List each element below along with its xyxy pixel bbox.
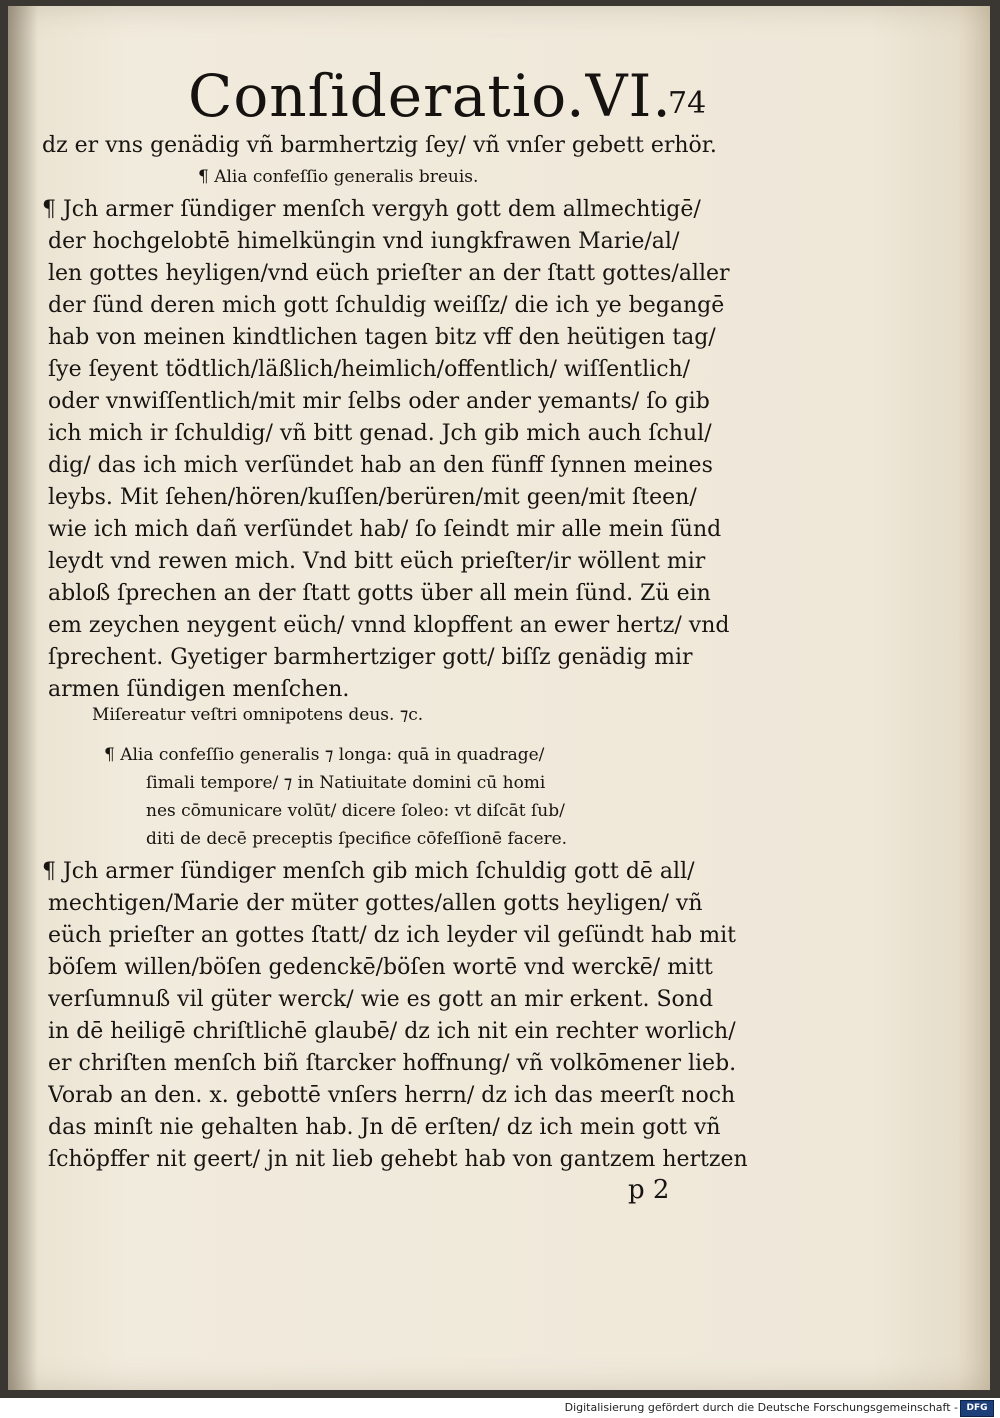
text-line: ich mich ir ſchuldig/ vñ bitt genad. Jch gib mich auch ſchul/ — [48, 421, 712, 446]
text-line: ¶ Jch armer ſündiger menſch vergyh gott dem allmechtigē/ — [42, 197, 701, 222]
text-line: verſumnuß vil güter werck/ wie es gott an mir erkent. Sond — [48, 987, 714, 1012]
section-heading-cont: nes cōmunicare volūt/ dicere ſoleo: vt diſcāt ſub/ — [146, 801, 565, 821]
text-line: ſye ſeyent tödtlich/läßlich/heimlich/offentlich/ wiſſentlich/ — [48, 357, 691, 382]
funding-notice: Digitalisierung gefördert durch die Deutsche Forschungsgemeinschaft - — [564, 1401, 958, 1414]
section-heading-cont: diti de decē preceptis ſpecifice cōfeſſionē facere. — [146, 829, 568, 849]
text-line: dz er vns genädig vñ barmhertzig ſey/ vñ vnſer gebett erhör. — [42, 133, 717, 158]
text-line: ſchöpffer nit geert/ jn nit lieb gehebt hab von gantzem hertzen — [48, 1147, 748, 1172]
folio-number: 74 — [668, 86, 707, 121]
text-line: dig/ das ich mich verſündet hab an den fünff ſynnen meines — [48, 453, 713, 478]
text-line: armen ſündigen menſchen. — [48, 677, 350, 702]
page-heading: Conſideratio.VI. — [188, 62, 672, 130]
section-heading: ¶ Alia confeſſio generalis breuis. — [198, 167, 479, 187]
text-line: mechtigen/Marie der müter gottes/allen gotts heyligen/ vñ — [48, 891, 703, 916]
text-line: ſprechent. Gyetiger barmhertziger gott/ biſſz genädig mir — [48, 645, 693, 670]
text-line: eüch prieſter an gottes ſtatt/ dz ich leyder vil geſündt hab mit — [48, 923, 736, 948]
text-line: abloß ſprechen an der ſtatt gotts über all mein ſünd. Zü ein — [48, 581, 711, 606]
section-heading-cont: ſimali tempore/ ⁊ in Natiuitate domini cū homi — [146, 773, 546, 793]
text-line: wie ich mich dañ verſündet hab/ ſo ſeindt mir alle mein ſünd — [48, 517, 722, 542]
dfg-logo: DFG — [960, 1400, 994, 1417]
text-line: böſem willen/böſen gedenckē/böſen wortē vnd werckē/ mitt — [48, 955, 713, 980]
text-line: em zeychen neygent eüch/ vnnd klopffent an ewer hertz/ vnd — [48, 613, 730, 638]
text-line: len gottes heyligen/vnd eüch prieſter an der ſtatt gottes/aller — [48, 261, 730, 286]
text-line: Vorab an den. x. gebottē vnſers herrn/ dz ich das meerſt noch — [48, 1083, 736, 1108]
text-line: leydt vnd rewen mich. Vnd bitt eüch prieſter/ir wöllent mir — [48, 549, 706, 574]
text-line-latin: Miſereatur veſtri omnipotens deus. ⁊c. — [92, 705, 424, 725]
footer-bar — [0, 1398, 1000, 1418]
text-line: der ſünd deren mich gott ſchuldig weiſſz/ die ich ye begangē — [48, 293, 725, 318]
text-line: das minſt nie gehalten hab. Jn dē erſten/ dz ich mein gott vñ — [48, 1115, 721, 1140]
text-line: oder vnwiſſentlich/mit mir ſelbs oder ander yemants/ ſo gib — [48, 389, 710, 414]
text-line: er chriſten menſch biñ ſtarcker hoffnung/ vñ volkōmener lieb. — [48, 1051, 737, 1076]
text-line: in dē heiligē chriſtlichē glaubē/ dz ich nit ein rechter worlich/ — [48, 1019, 736, 1044]
text-line: ¶ Jch armer ſündiger menſch gib mich ſchuldig gott dē all/ — [42, 859, 695, 884]
text-line: der hochgelobtē himelküngin vnd iungkfrawen Marie/al/ — [48, 229, 680, 254]
book-page — [8, 6, 990, 1390]
section-heading: ¶ Alia confeſſio generalis ⁊ longa: quā in quadrage/ — [104, 745, 545, 765]
text-line: hab von meinen kindtlichen tagen bitz vff den heütigen tag/ — [48, 325, 716, 350]
text-line: leybs. Mit ſehen/hören/kuſſen/berüren/mit geen/mit ſteen/ — [48, 485, 697, 510]
signature-mark: p 2 — [628, 1175, 670, 1205]
